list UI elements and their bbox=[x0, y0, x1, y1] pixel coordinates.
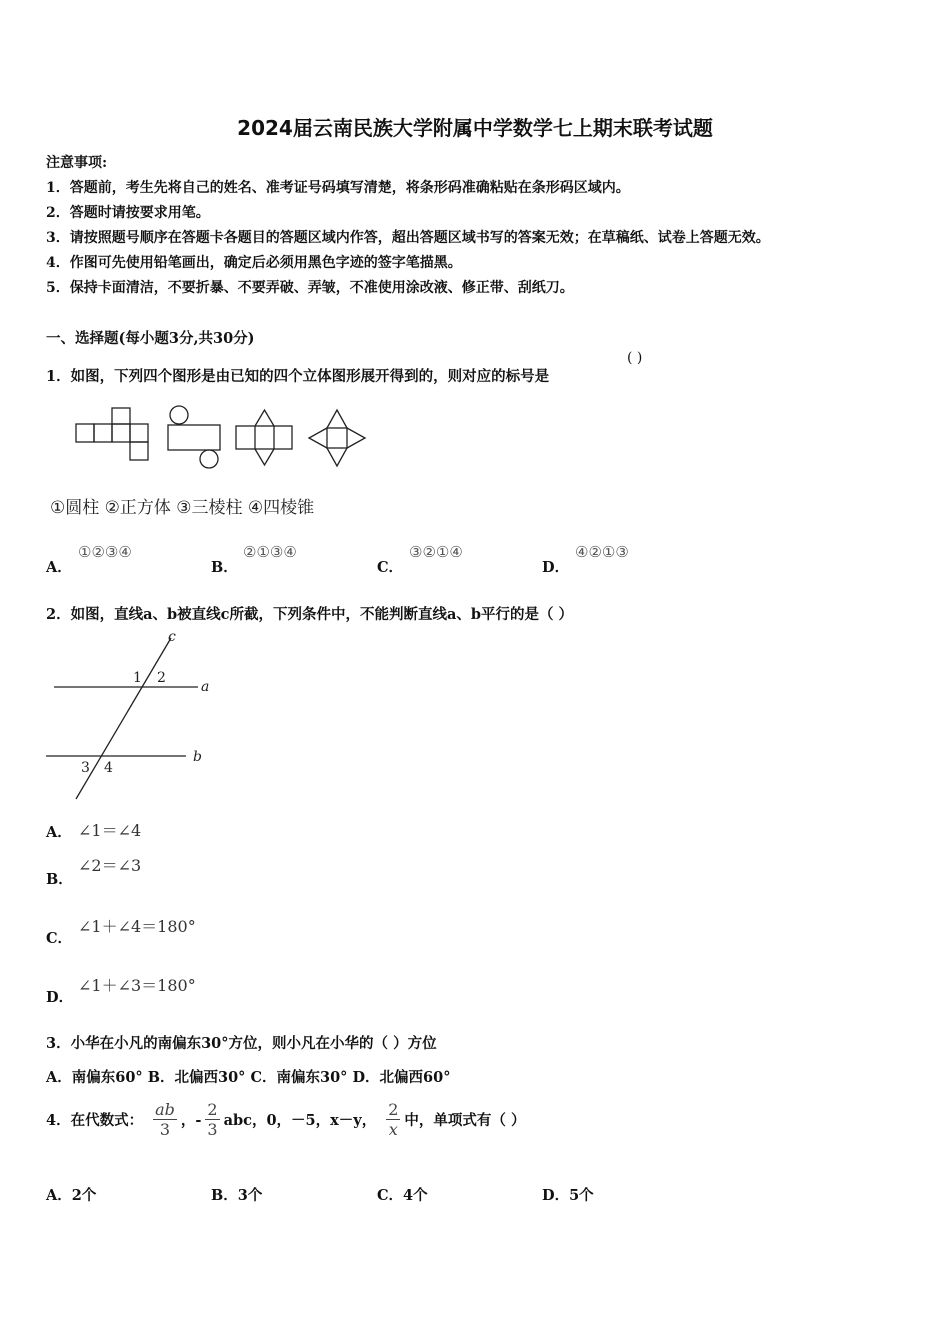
note-item-1: 1．答题前，考生先将自己的姓名、准考证号码填写清楚，将条形码准确粘贴在条形码区域内。 bbox=[46, 180, 630, 196]
q2-option-d-value: ∠1＋∠3＝180° bbox=[78, 976, 196, 995]
angle-4-label: 4 bbox=[104, 760, 113, 776]
q2-option-a-letter: A． bbox=[46, 824, 72, 841]
q1-solids-legend: ①圆柱 ②正方体 ③三棱柱 ④四棱锥 bbox=[50, 498, 315, 518]
q1-option-c-letter: C． bbox=[377, 559, 404, 576]
q1-nets-figure bbox=[70, 402, 380, 472]
q3-stem: 3．小华在小凡的南偏东30°方位，则小凡在小华的（ ）方位 bbox=[46, 1035, 437, 1052]
q1-answer-bracket: ( ) bbox=[627, 350, 643, 366]
q4-option-a: A．2个 bbox=[46, 1187, 97, 1204]
q1-option-c-value: ③②①④ bbox=[409, 543, 463, 561]
q4-option-c: C．4个 bbox=[377, 1187, 428, 1204]
angle-2-label: 2 bbox=[157, 670, 166, 686]
note-item-4: 4．作图可先使用铅笔画出，确定后必须用黑色字迹的签字笔描黑。 bbox=[46, 255, 462, 271]
q1-option-b-letter: B． bbox=[211, 559, 238, 576]
angle-1-label: 1 bbox=[133, 670, 142, 686]
note-item-5: 5．保持卡面清洁，不要折暴、不要弄破、弄皱，不准使用涂改液、修正带、刮纸刀。 bbox=[46, 280, 574, 296]
section-heading: 一、选择题(每小题3分,共30分) bbox=[46, 330, 255, 347]
q4-fraction-2-over-3: $\frac{2}{3}$ bbox=[207, 1100, 218, 1139]
label-a: a bbox=[201, 679, 210, 695]
page-title: 2024届云南民族大学附属中学数学七上期末联考试题 bbox=[237, 116, 713, 140]
note-item-2: 2．答题时请按要求用笔。 bbox=[46, 205, 210, 221]
line-c bbox=[76, 638, 171, 799]
q1-option-a-value: ①②③④ bbox=[78, 543, 132, 561]
cube-net bbox=[76, 408, 148, 460]
prism-net bbox=[236, 410, 292, 465]
notes-heading: 注意事项: bbox=[46, 155, 108, 171]
angle-3-label: 3 bbox=[81, 760, 90, 776]
q4-separator: ，- bbox=[180, 1112, 202, 1129]
q2-option-b-letter: B． bbox=[46, 871, 73, 888]
q2-parallel-lines-figure bbox=[40, 626, 230, 806]
q4-stem bbox=[46, 1100, 525, 1139]
q1-option-b-value: ②①③④ bbox=[243, 543, 297, 561]
q2-option-a-value: ∠1＝∠4 bbox=[78, 821, 142, 840]
q2-stem: 2．如图，直线a、b被直线c所截，下列条件中，不能判断直线a、b平行的是（ ） bbox=[46, 606, 574, 623]
q4-prefix: 4．在代数式： bbox=[46, 1112, 144, 1129]
q4-fraction-2-over-x: $\frac{2}{x}$ bbox=[388, 1100, 399, 1139]
q4-fraction-ab-over-3: $\frac{ab}{3}$ bbox=[155, 1100, 175, 1139]
q4-option-b: B．3个 bbox=[211, 1187, 263, 1204]
q2-option-d-letter: D． bbox=[46, 989, 74, 1006]
label-b: b bbox=[193, 749, 202, 765]
label-c: c bbox=[168, 629, 176, 645]
q1-option-a-letter: A． bbox=[46, 559, 72, 576]
q2-option-c-letter: C． bbox=[46, 930, 73, 947]
pyramid-net bbox=[309, 410, 365, 466]
cylinder-net bbox=[168, 406, 220, 468]
q1-option-d-letter: D． bbox=[542, 559, 570, 576]
q4-middle: abc，0，－5，x－y， bbox=[223, 1112, 377, 1129]
q1-stem: 1．如图，下列四个图形是由已知的四个立体图形展开得到的，则对应的标号是 bbox=[46, 368, 550, 385]
q4-option-d: D．5个 bbox=[542, 1187, 594, 1204]
q2-option-b-value: ∠2＝∠3 bbox=[78, 856, 142, 875]
note-item-3: 3．请按照题号顺序在答题卡各题目的答题区域内作答，超出答题区域书写的答案无效；在草稿纸、试卷上答题无效。 bbox=[46, 230, 770, 246]
q4-suffix: 中，单项式有（ ） bbox=[404, 1112, 526, 1129]
q1-option-d-value: ④②①③ bbox=[575, 543, 629, 561]
q2-option-c-value: ∠1＋∠4＝180° bbox=[78, 917, 196, 936]
q3-options: A．南偏东60° B．北偏西30° C．南偏东30° D．北偏西60° bbox=[46, 1069, 451, 1086]
